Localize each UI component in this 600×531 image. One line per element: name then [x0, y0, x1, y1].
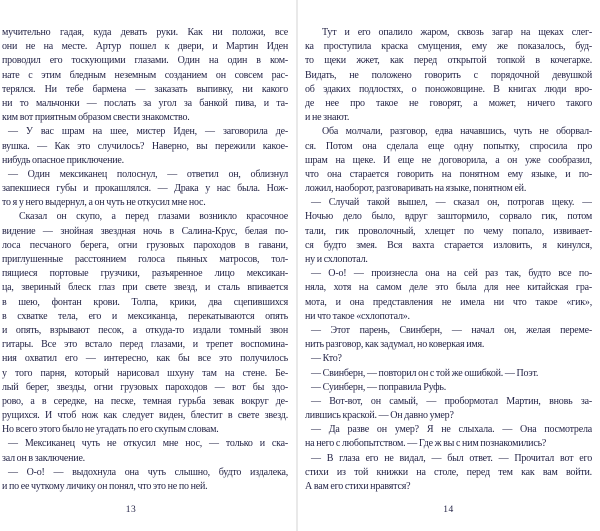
text-line: и по ее чуткому личику он понял, что это не по ней. [2, 481, 208, 492]
text-line: видение — знойная звездная ночь в Салина-Крус, белая по- [2, 225, 288, 237]
text-line: — Один мексиканец полоснул, — ответил он, облизнул [8, 168, 288, 180]
text-line: ся. Потом она сделала еще одну попытку, спросила про [305, 140, 592, 152]
text-line: нить разговор, как задумал, но коверкая имя. [305, 339, 485, 351]
text-line: ся будто змея. Вся вахта старается изловить, я кинулся, [305, 239, 592, 251]
text-line: ложил, наоборот, разговаривать на языке, понятном ей. [305, 183, 527, 195]
text-line: зал он в заключение. [2, 452, 85, 464]
text-line: — Этот парень, Свинберн, — начал он, желая переме- [311, 324, 592, 336]
text-line: у того парня, который нарисовал шхуну там на стене. Бе- [2, 367, 288, 379]
text-line: проводил его тоскующими глазами. Один на один в ком- [2, 55, 288, 67]
text-line: что она старается говорить на понятном ему языке, и по- [305, 168, 592, 180]
text-line: Видать, не положено говорить с порядочной девушкой [305, 69, 592, 81]
text-line: ния охватил его — интересно, как бы все это получилось [2, 353, 288, 365]
text-line: лый берег, звезды, огни грузовых пароходов — вот бы здо- [2, 381, 288, 393]
text-line: они не на месте. Артур пошел к двери, и Мартин Иден [2, 41, 288, 53]
text-line: ни то мальчонки — послать за угол за банкой пива, и та- [2, 97, 288, 109]
text-line: мота, и она представления не имела ни что такое «гик», [305, 296, 592, 308]
text-line: пящиеся портовые грузчики, разъяренное лицо мексикан- [2, 268, 288, 280]
text-line: ну и схлопотал. [305, 254, 368, 265]
text-line: тали, гик проволочный, хлещет по чему попало, извивает- [305, 225, 592, 237]
text-line: вушка. — Как это случилось? Наверно, вы пережили какое- [2, 140, 288, 152]
text-line: рово, а в середке, на песке, темная гурьба зевак вокруг де- [2, 395, 288, 407]
text-line: на него с любопытством. — Где ж вы с ним познакомились? [305, 438, 547, 450]
text-line: — Свинберн, — повторил он с той же ошибкой. — Поэт. [311, 367, 539, 379]
page-number: 13 [125, 505, 137, 516]
text-line: гитары. Все это встало перед глазами, и трепет воспомина- [2, 339, 288, 351]
page-text [305, 26, 592, 494]
text-line: в схватке тела, его и мексиканца, перекатываются опять [2, 310, 288, 322]
text-line: А вам его стихи нравятся? [305, 481, 411, 492]
text-line: Ночью дело было, вдруг заштормило, сорвало гик, потом [305, 211, 592, 223]
text-line: и не знают. [305, 112, 350, 124]
text-line: — Да разве он умер? Я не слыхала. — Она посмотрела [311, 424, 592, 436]
text-line: стихи из той книжки на столе, перед тем как вам войти. [305, 466, 592, 478]
text-line: приглушенные расстоянием голоса пьяных матросов, тол- [2, 254, 288, 265]
text-line: в шею, фонтан крови. Толпа, крики, два сцепившихся [2, 296, 288, 308]
text-line: Сказал он скупо, а перед глазами возникло красочное [19, 211, 288, 223]
text-line: запекшиеся губы и прокашлялся. — Драка у нас была. Нож- [2, 183, 288, 195]
text-line: и опять, взрывают песок, а откуда-то издали томный звон [2, 324, 288, 336]
text-line: — В глаза его не видал, — был ответ. — Прочитал вот его [311, 452, 592, 464]
text-line: ца, звериный блеск глаз при свете звезд, и сталь впивается [2, 282, 288, 294]
text-line: нибудь опасное приключение. [2, 154, 124, 166]
text-line: терялся. Ни тебе бармена — заказать выпивку, ни какого [2, 83, 288, 95]
text-line: — О-о! — выдохнула она чуть слышно, будто издалека, [8, 466, 288, 478]
text-line: лившись краской. — Он давно умер? [305, 410, 454, 422]
text-line: об эдаких подлостях, о поножовщине. В книгах люди вро- [305, 83, 592, 95]
text-line: мучительно гадая, куда девать руки. Как ни положи, все [2, 27, 288, 38]
text-line: то я у него выдернул, а он чуть не откусил мне нос. [2, 197, 206, 209]
text-line: — Мексиканец чуть не откусил мне нос, — только и ска- [8, 438, 288, 450]
text-line: — У вас шрам на шее, мистер Иден, — заговорила де- [8, 126, 288, 138]
text-line: ким вот приятным образом свести знакомство. [2, 112, 190, 124]
text-line: — Вот-вот, он самый, — пробормотал Мартин, вновь за- [311, 395, 592, 407]
text-line: — Случай такой вышел, — сказал он, потрогав щеку. — [311, 197, 592, 209]
text-line: няла, хотя на самом деле это была для нее китайская гра- [305, 282, 592, 294]
text-line: ни что такое «схлопотал». [305, 310, 410, 322]
text-line: то щеки жжет, как перед открытой топкой в кочегарке. [305, 55, 592, 67]
book-page-right[interactable] [298, 0, 600, 531]
text-line: — О-о! — произнесла она на сей раз так, будто все по- [311, 268, 592, 280]
text-line: рущихся. И чтоб нож как следует виден, блестит в свете звезд. [2, 410, 288, 422]
text-line: нате с этим бледным неземным созданием он совсем рас- [2, 69, 288, 81]
book-page-left[interactable] [0, 0, 298, 531]
page-text [2, 26, 288, 494]
page-number: 14 [443, 505, 454, 516]
text-line: — Кто? [311, 353, 342, 365]
text-line: де нее про такое не говорят, а может, ничего такого [305, 97, 592, 109]
text-line: лоса песчаного берега, огни грузовых пароходов в гавани, [2, 239, 288, 251]
text-line: ка проступила краска смущения, ему же показалось, буд- [305, 41, 592, 53]
text-line: — Суинберн, — поправила Руфь. [311, 381, 447, 393]
text-line: Тут и его опалило жаром, сквозь загар на щеках слег- [322, 27, 592, 38]
text-line: шрам на щеке. И еще не договорила, а он уже сообразил, [305, 154, 592, 166]
text-line: Оба молчали, разговор, едва начавшись, чуть не оборвал- [322, 126, 592, 138]
text-line: Но всего этого было не угадать по его скупым словам. [2, 424, 219, 436]
